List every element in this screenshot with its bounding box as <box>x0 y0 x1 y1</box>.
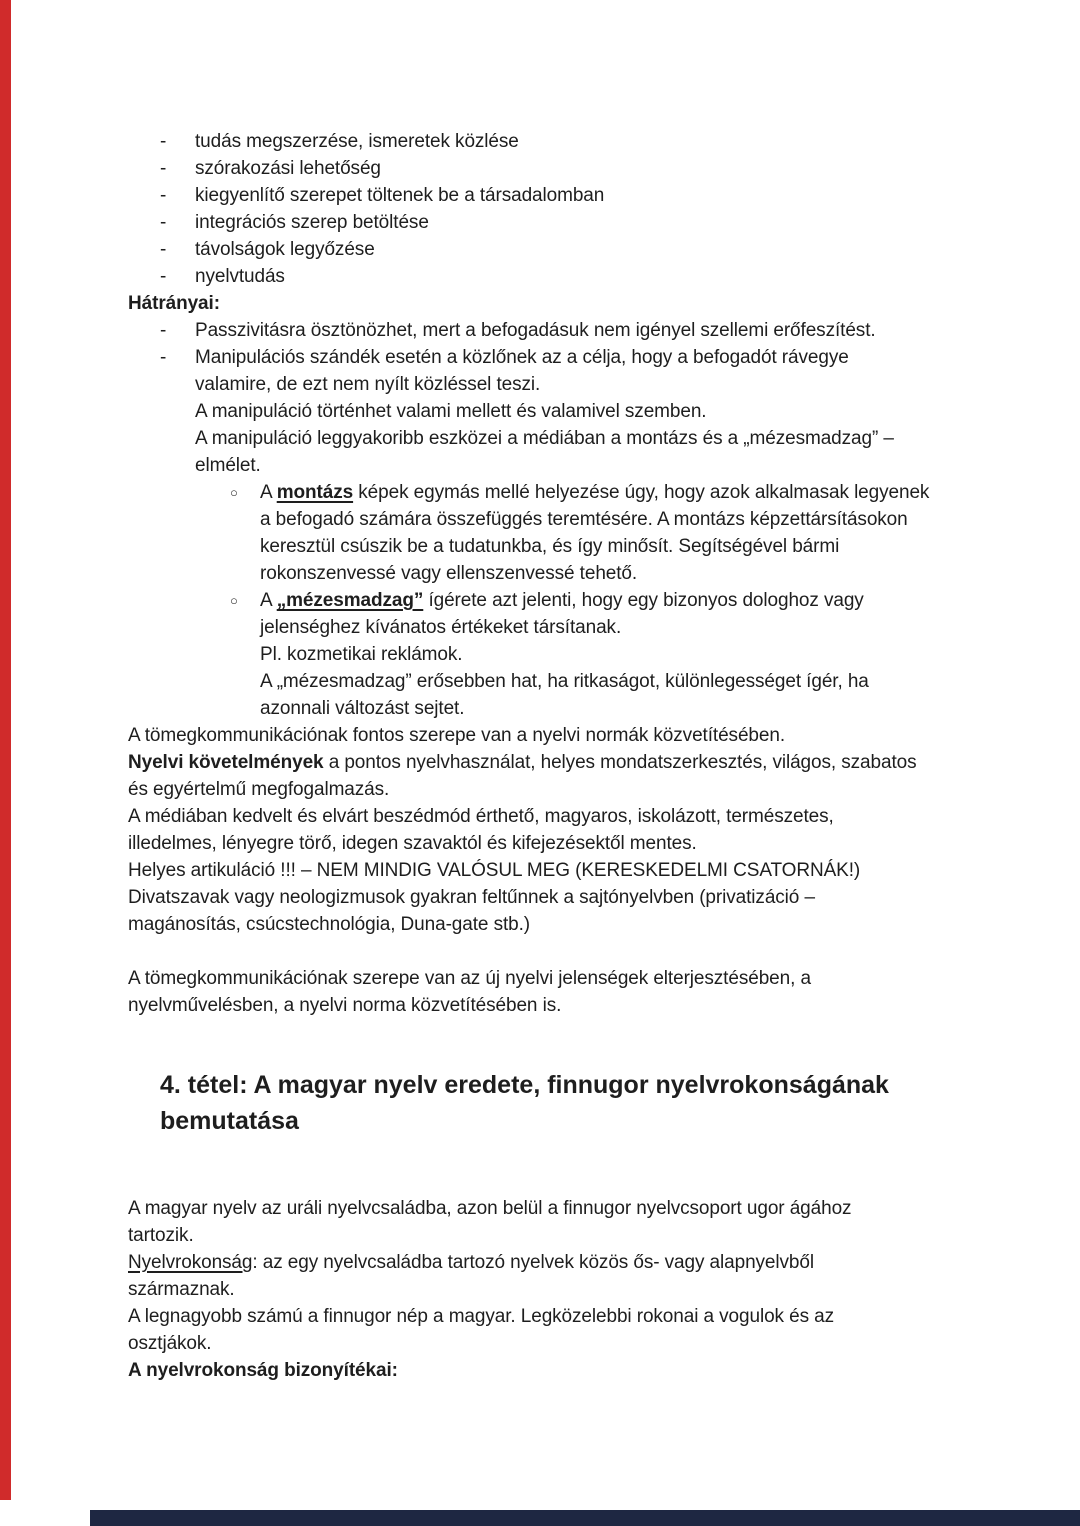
text-segment: elmélet. <box>195 455 261 476</box>
text-line <box>128 1249 1040 1276</box>
section-heading-line <box>128 1103 1040 1139</box>
circle-bullet-line <box>128 587 1040 614</box>
text-line <box>128 857 1040 884</box>
dash-bullet-line <box>128 128 1040 155</box>
document-body <box>128 128 1040 1384</box>
dash-bullet-marker: - <box>160 239 167 260</box>
text-line <box>128 992 1040 1019</box>
circle-bullet-marker: ○ <box>230 593 238 608</box>
text-segment: tartozik. <box>128 1225 194 1246</box>
dash-bullet-marker: - <box>160 158 167 179</box>
text-segment: és egyértelmű megfogalmazás. <box>128 779 390 800</box>
text-line <box>128 803 1040 830</box>
text-line <box>128 506 1040 533</box>
text-segment: ígérete azt jelenti, hogy egy bizonyos dologhoz vagy <box>423 590 864 611</box>
text-line <box>128 398 1040 425</box>
text-segment: : az egy nyelvcsaládba tartozó nyelvek közös ős- vagy alapnyelvből <box>252 1252 814 1273</box>
text-segment: A manipuláció leggyakoribb eszközei a médiában a montázs és a „mézesmadzag” – <box>195 428 894 449</box>
dash-bullet-line <box>128 344 1040 371</box>
text-segment: szórakozási lehetőség <box>195 158 381 179</box>
text-line <box>128 884 1040 911</box>
text-line <box>128 722 1040 749</box>
text-line <box>128 614 1040 641</box>
text-segment: A legnagyobb számú a finnugor nép a magyar. Legközelebbi rokonai a vogulok és az <box>128 1306 835 1327</box>
text-segment: montázs <box>276 482 354 503</box>
text-segment: Hátrányai: <box>128 293 220 314</box>
text-segment: Passzivitásra ösztönözhet, mert a befogadásuk nem igényel szellemi erőfeszítést. <box>195 320 876 341</box>
text-segment: magánosítás, csúcstechnológia, Duna-gate stb.) <box>128 914 531 935</box>
text-line <box>128 1330 1040 1357</box>
text-segment: „mézesmadzag” <box>276 590 424 611</box>
text-segment: Helyes artikuláció !!! – NEM MINDIG VALÓSUL MEG (KERESKEDELMI CSATORNÁK!) <box>128 860 861 881</box>
dash-bullet-line <box>128 155 1040 182</box>
text-line <box>128 425 1040 452</box>
section-heading-line <box>128 1067 1040 1103</box>
text-segment: képek egymás mellé helyezése úgy, hogy azok alkalmasak legyenek <box>353 482 930 503</box>
dash-bullet-line <box>128 317 1040 344</box>
text-segment: Manipulációs szándék esetén a közlőnek az a célja, hogy a befogadót rávegye <box>195 347 849 368</box>
text-segment: illedelmes, lényegre törő, idegen szavaktól és kifejezésektől mentes. <box>128 833 697 854</box>
dash-bullet-marker: - <box>160 320 167 341</box>
text-segment: osztjákok. <box>128 1333 212 1354</box>
text-segment: nyelvművelésben, a nyelvi norma közvetítésében is. <box>128 995 562 1016</box>
dash-bullet-line <box>128 263 1040 290</box>
circle-bullet-marker: ○ <box>230 485 238 500</box>
text-line <box>128 749 1040 776</box>
circle-bullet-line <box>128 479 1040 506</box>
text-line <box>128 776 1040 803</box>
text-line <box>128 965 1040 992</box>
text-segment: Divatszavak vagy neologizmusok gyakran feltűnnek a sajtónyelvben (privatizáció – <box>128 887 815 908</box>
text-segment: tudás megszerzése, ismeretek közlése <box>195 131 519 152</box>
text-segment: A nyelvrokonság bizonyítékai: <box>128 1360 398 1381</box>
text-line <box>128 1195 1040 1222</box>
text-segment: bemutatása <box>160 1107 299 1135</box>
text-segment: A tömegkommunikációnak szerepe van az új nyelvi jelenségek elterjesztésében, a <box>128 968 811 989</box>
text-segment: azonnali változást sejtet. <box>260 698 465 719</box>
dash-bullet-marker: - <box>160 212 167 233</box>
text-segment: kiegyenlítő szerepet töltenek be a társadalomban <box>195 185 605 206</box>
dash-bullet-marker: - <box>160 131 167 152</box>
dash-bullet-line <box>128 236 1040 263</box>
text-segment: keresztül csúszik be a tudatunkba, és így minősít. Segítségével bármi <box>260 536 840 557</box>
text-segment: A magyar nyelv az uráli nyelvcsaládba, azon belül a finnugor nyelvcsoport ugor ágához <box>128 1198 852 1219</box>
text-segment: A médiában kedvelt és elvárt beszédmód érthető, magyaros, iskolázott, természetes, <box>128 806 834 827</box>
text-segment: a pontos nyelvhasználat, helyes mondatszerkesztés, világos, szabatos <box>323 752 917 773</box>
text-line <box>128 911 1040 938</box>
text-line <box>128 452 1040 479</box>
text-line <box>128 1303 1040 1330</box>
page-bottom-dark-bar <box>90 1510 1080 1526</box>
text-line <box>128 560 1040 587</box>
text-segment: valamire, de ezt nem nyílt közléssel teszi. <box>195 374 541 395</box>
text-line <box>128 533 1040 560</box>
text-segment: A <box>260 482 277 503</box>
dash-bullet-marker: - <box>160 266 167 287</box>
text-line <box>128 1276 1040 1303</box>
text-segment: jelenséghez kívánatos értékeket társítanak. <box>260 617 622 638</box>
text-line <box>128 641 1040 668</box>
text-line <box>128 371 1040 398</box>
text-segment: nyelvtudás <box>195 266 285 287</box>
text-line <box>128 668 1040 695</box>
dash-bullet-line <box>128 182 1040 209</box>
text-line <box>128 695 1040 722</box>
blank-line <box>128 938 1040 965</box>
text-line <box>128 1357 1040 1384</box>
text-segment: A „mézesmadzag” erősebben hat, ha ritkaságot, különlegességet ígér, ha <box>260 671 869 692</box>
page-left-edge-red-bar <box>0 0 11 1500</box>
dash-bullet-marker: - <box>160 185 167 206</box>
dash-bullet-line <box>128 209 1040 236</box>
text-segment: rokonszenvessé vagy ellenszenvessé tehető. <box>260 563 638 584</box>
text-segment: Nyelvi követelmények <box>128 752 324 773</box>
text-segment: A manipuláció történhet valami mellett és valamivel szemben. <box>195 401 707 422</box>
dash-bullet-marker: - <box>160 347 167 368</box>
text-segment: a befogadó számára összefüggés teremtésére. A montázs képzettársításokon <box>260 509 908 530</box>
text-segment: 4. tétel: A magyar nyelv eredete, finnugor nyelvrokonságának <box>160 1071 889 1099</box>
text-segment: integrációs szerep betöltése <box>195 212 429 233</box>
text-segment: származnak. <box>128 1279 235 1300</box>
text-segment: A tömegkommunikációnak fontos szerepe van a nyelvi normák közvetítésében. <box>128 725 785 746</box>
text-segment: Nyelvrokonság <box>128 1252 253 1273</box>
text-segment: Pl. kozmetikai reklámok. <box>260 644 463 665</box>
text-segment: távolságok legyőzése <box>195 239 375 260</box>
text-line <box>128 290 1040 317</box>
text-segment: A <box>260 590 277 611</box>
text-line <box>128 830 1040 857</box>
text-line <box>128 1222 1040 1249</box>
